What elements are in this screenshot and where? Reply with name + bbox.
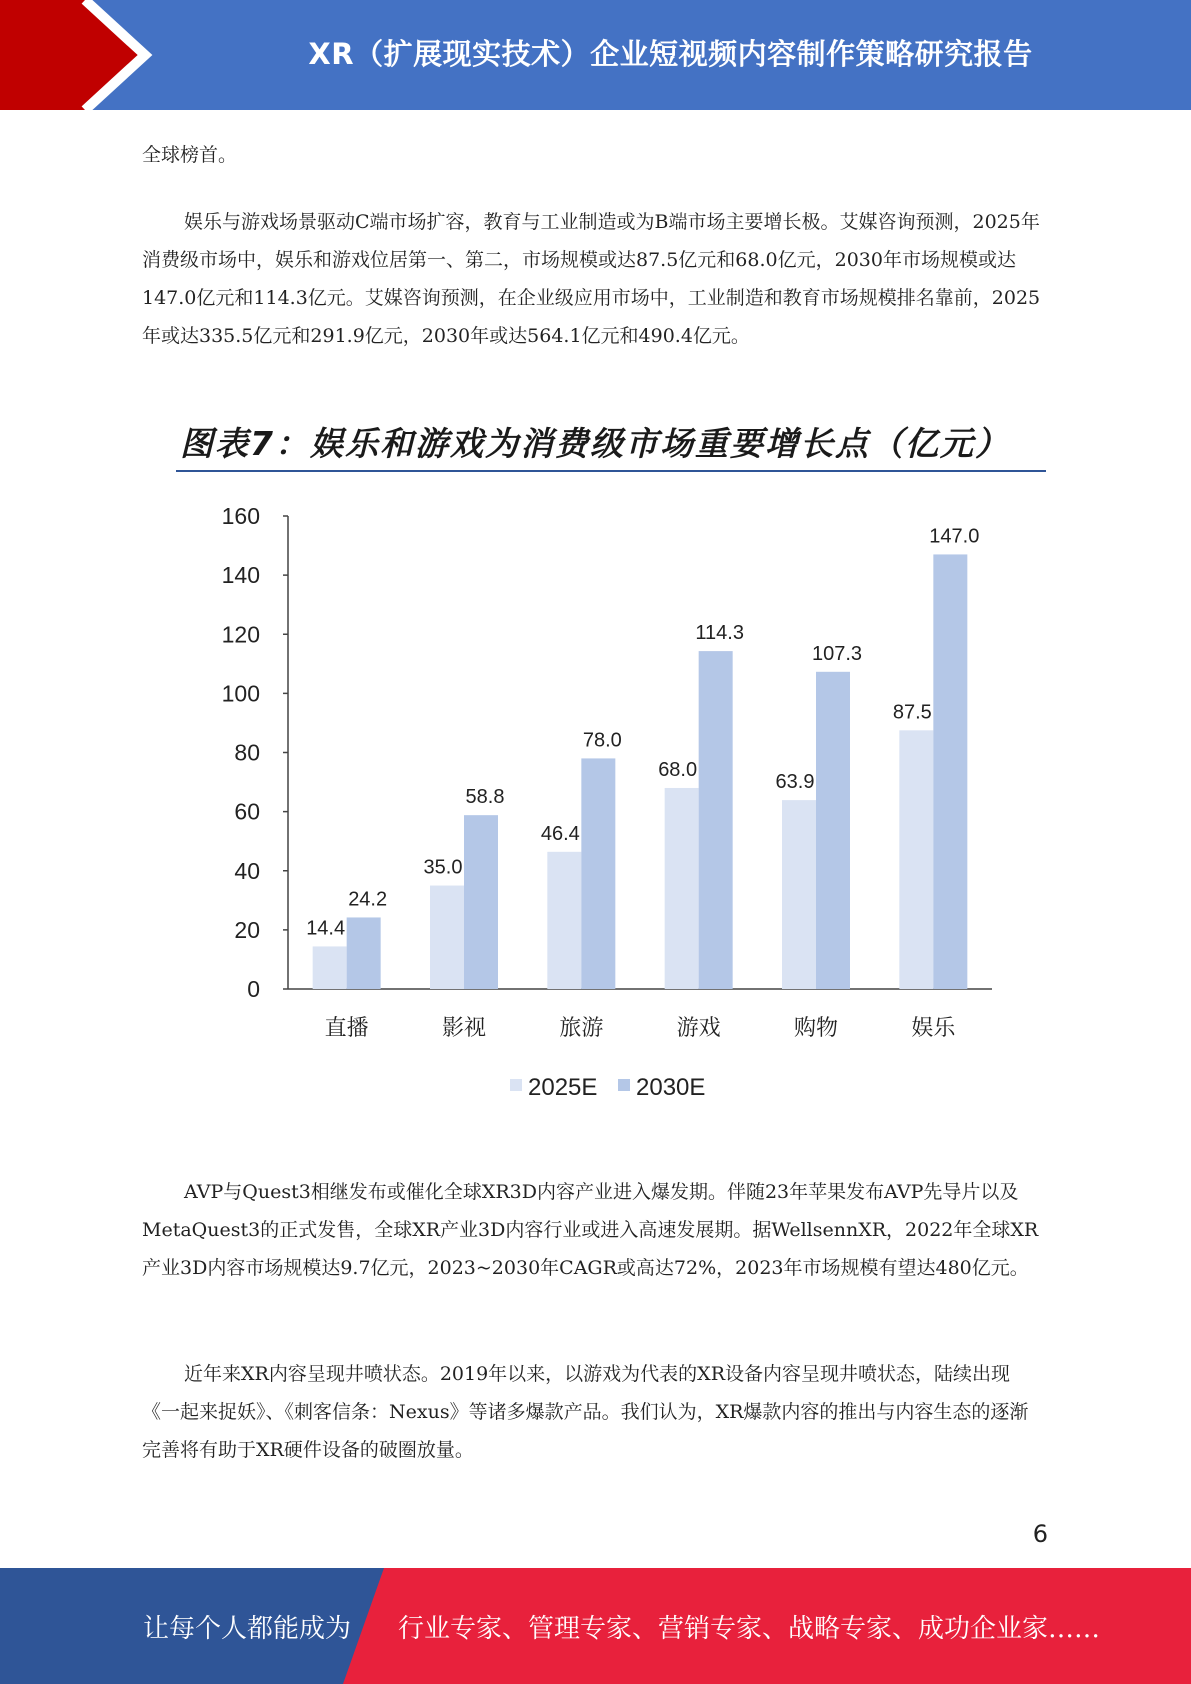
y-tick-label: 20 <box>234 916 260 943</box>
data-label: 68.0 <box>658 758 698 781</box>
bar-chart <box>140 420 1050 1120</box>
data-label: 63.9 <box>775 771 815 794</box>
y-tick-label: 100 <box>221 680 260 707</box>
page-number: 6 <box>1032 1520 1048 1548</box>
chart-figure <box>140 420 1050 1120</box>
data-label: 14.4 <box>306 917 346 940</box>
legend <box>510 1074 705 1101</box>
y-tick-label: 140 <box>221 562 260 589</box>
chart-title: 图表7：娱乐和游戏为消费级市场重要增长点（亿元） <box>180 424 1010 463</box>
bars <box>306 525 979 989</box>
bar-2025E <box>313 946 347 989</box>
legend-swatch-2025E <box>510 1079 522 1091</box>
legend-label: 2030E <box>636 1074 706 1101</box>
bar-2030E <box>699 651 733 989</box>
y-tick-label: 160 <box>221 503 260 529</box>
data-label: 114.3 <box>695 622 744 645</box>
bar-2025E <box>782 800 816 989</box>
x-category-label: 游戏 <box>676 1015 721 1040</box>
x-category-label: 购物 <box>793 1015 839 1040</box>
data-label: 107.3 <box>811 642 863 665</box>
bar-2030E <box>933 554 967 989</box>
data-label: 46.4 <box>540 822 580 845</box>
header-title: XR（扩展现实技术）企业短视频内容制作策略研究报告 <box>308 37 1033 71</box>
y-tick-label: 60 <box>234 798 260 825</box>
data-label: 87.5 <box>892 701 932 724</box>
x-category-label: 旅游 <box>559 1015 604 1040</box>
x-category-label: 娱乐 <box>911 1015 956 1040</box>
y-tick-label: 40 <box>234 857 260 884</box>
data-label: 147.0 <box>929 525 980 548</box>
x-axis-labels <box>325 1015 957 1040</box>
y-tick-label: 80 <box>234 739 260 766</box>
paragraph-market-growth: 娱乐与游戏场景驱动C端市场扩容，教育与工业制造或为B端市场主要增长极。艾媒咨询预测，2025年消费级市场中，娱乐和游戏位居第一、第二，市场规模或达87.5亿元和68.0亿元，2030年市场规模或达147.0亿元和114.3亿元。艾媒咨询预测，在企业级应用市场中，工业制造和教育市场规模排名靠前，2025年或达335.5亿元和291.9亿元，2030年或达564.1亿元和490.4亿元。 <box>142 211 1041 347</box>
bar-2030E <box>581 758 615 989</box>
bar-2025E <box>430 886 464 989</box>
paragraph-content-boom: 近年来XR内容呈现井喷状态。2019年以来，以游戏为代表的XR设备内容呈现井喷状态，陆续出现《一起来捉妖》、《刺客信条：Nexus》等诸多爆款产品。我们认为，XR爆款内容的推出与内容生态的逐渐完善将有助于XR硬件设备的破圈放量。 <box>142 1363 1029 1461</box>
data-label: 35.0 <box>423 856 463 879</box>
bar-2025E <box>899 730 933 989</box>
bar-2030E <box>464 815 498 989</box>
y-tick-label: 0 <box>247 976 260 1002</box>
bar-2030E <box>347 917 381 989</box>
data-label: 24.2 <box>348 888 388 911</box>
y-tick-label: 120 <box>221 621 260 648</box>
x-category-label: 直播 <box>324 1015 369 1040</box>
footer-slogan-right: 行业专家、管理专家、营销专家、战略专家、成功企业家…… <box>398 1614 1101 1644</box>
footer-slogan-left: 让每个人都能成为 <box>143 1614 352 1644</box>
bar-2030E <box>816 672 850 989</box>
legend-swatch-2030E <box>618 1079 630 1091</box>
x-category-label: 影视 <box>441 1015 487 1040</box>
paragraph-avp-quest3: AVP与Quest3相继发布或催化全球XR3D内容产业进入爆发期。伴随23年苹果发布AVP先导片以及MetaQuest3的正式发售，全球XR产业3D内容行业或进入高速发展期。据WellsennXR，2022年全球XR产业3D内容市场规模达9.7亿元，2023~2030年CAGR或高达72%，2023年市场规模有望达480亿元。 <box>142 1181 1039 1279</box>
bar-2025E <box>547 852 581 989</box>
legend-label: 2025E <box>528 1074 598 1101</box>
bar-2025E <box>665 788 699 989</box>
paragraph-continuation: 全球榜首。 <box>142 144 238 166</box>
data-label: 58.8 <box>465 786 505 809</box>
data-label: 78.0 <box>582 729 622 752</box>
